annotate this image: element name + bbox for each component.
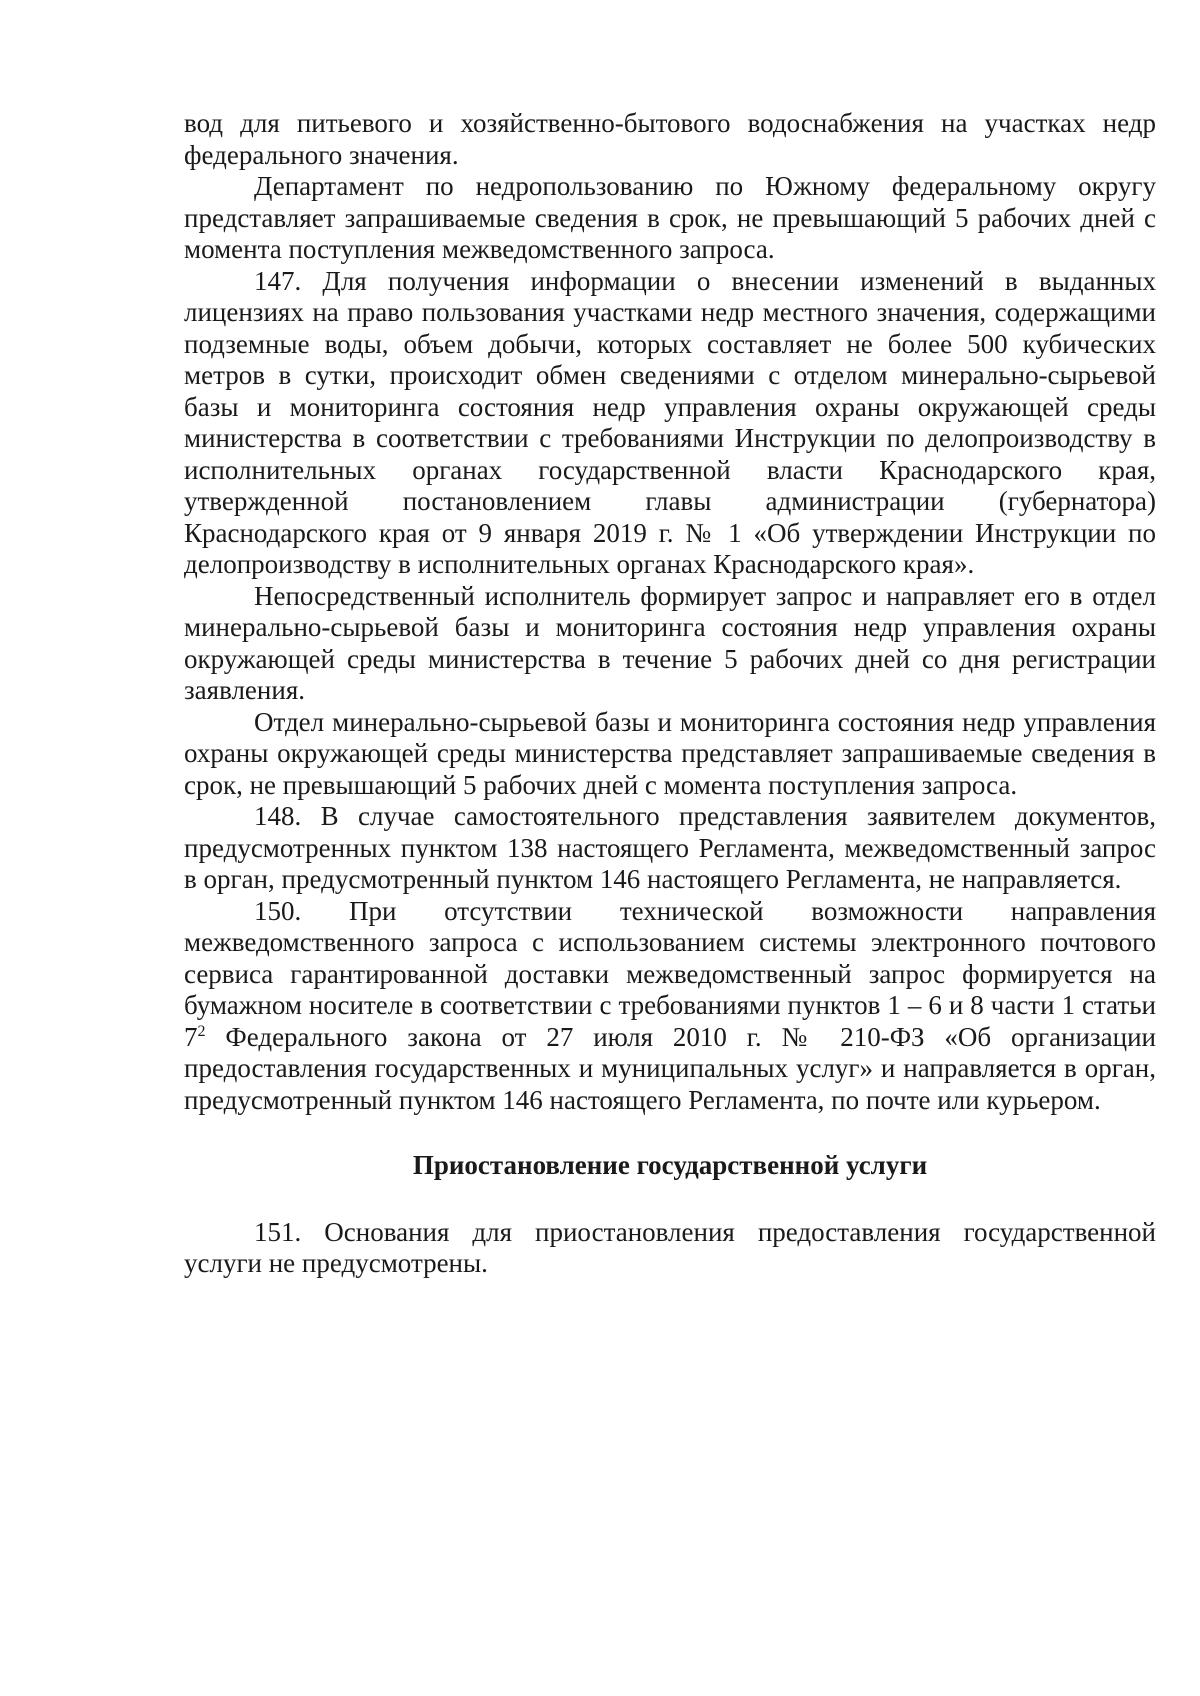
paragraph-department-response: Отдел минерально-сырьевой базы и мониторинга состояния недр управления охраны окружающей среды министерства представляет запрашиваемые сведения в срок, не превышающий 5 рабочих дней с момента поступления запроса. [184,706,1156,800]
document-page [184,108,1156,1280]
paragraph-150 [184,896,1156,1117]
paragraph-148: 148. В случае самостоятельного представления заявителем документов, предусмотренных пунктом 138 настоящего Регламента, межведомственный запрос в орган, предусмотренный пунктом 146 настоящего Регламента, не направляется. [184,801,1156,894]
paragraph-147: 147. Для получения информации о внесении изменений в выданных лицензиях на право пользования участками недр местного значения, содержащими подземные воды, объем добычи, которых составляет не более 500 кубических метров в сутки, происходит обмен сведениями с отделом минерально-сырьевой базы и мониторинга состояния недр управления охраны окружающей среды министерства в соответствии с требованиями Инструкции по делопроизводству в исполнительных органах государственной власти Краснодарского края, утвержденной постановлением главы администрации (губернатора) Краснодарского края от 9 января 2019 г. № 1 «Об утверждении Инструкции по делопроизводству в исполнительных органах Краснодарского края». [184,265,1156,579]
paragraph-150-text-b: Федерального закона от 27 июля 2010 г. № 210-ФЗ «Об организации предоставления государственных и муниципальных услуг» и направляется в орган, предусмотренный пунктом 146 настоящего Регламента, по почте или курьером. [184,1021,1156,1115]
paragraph-151: 151. Основания для приостановления предоставления государственной услуги не предусмотрены. [184,1216,1156,1278]
paragraph-150-text-a: 150. При отсутствии технической возможности направления межведомственного запроса с использованием системы электронного почтового сервиса гарантированной доставки межведомственный запрос формируется на бумажном носителе в соответствии с требованиями пунктов 1 – 6 и 8 части 1 статьи 7 [184,895,1156,1052]
article-superscript: 2 [197,1022,206,1040]
paragraph-continuation: вод для питьевого и хозяйственно-бытового водоснабжения на участках недр федерального значения. [184,108,1156,170]
paragraph-executor: Непосредственный исполнитель формирует запрос и направляет его в отдел минерально-сырьевой базы и мониторинга состояния недр управления охраны окружающей среды министерства в течение 5 рабочих дней со дня регистрации заявления. [184,580,1156,705]
paragraph-department: Департамент по недропользованию по Южному федеральному округу представляет запрашиваемые сведения в срок, не превышающий 5 рабочих дней с момента поступления межведомственного запроса. [184,171,1156,264]
section-heading: Приостановление государственной услуги [412,1150,928,1180]
